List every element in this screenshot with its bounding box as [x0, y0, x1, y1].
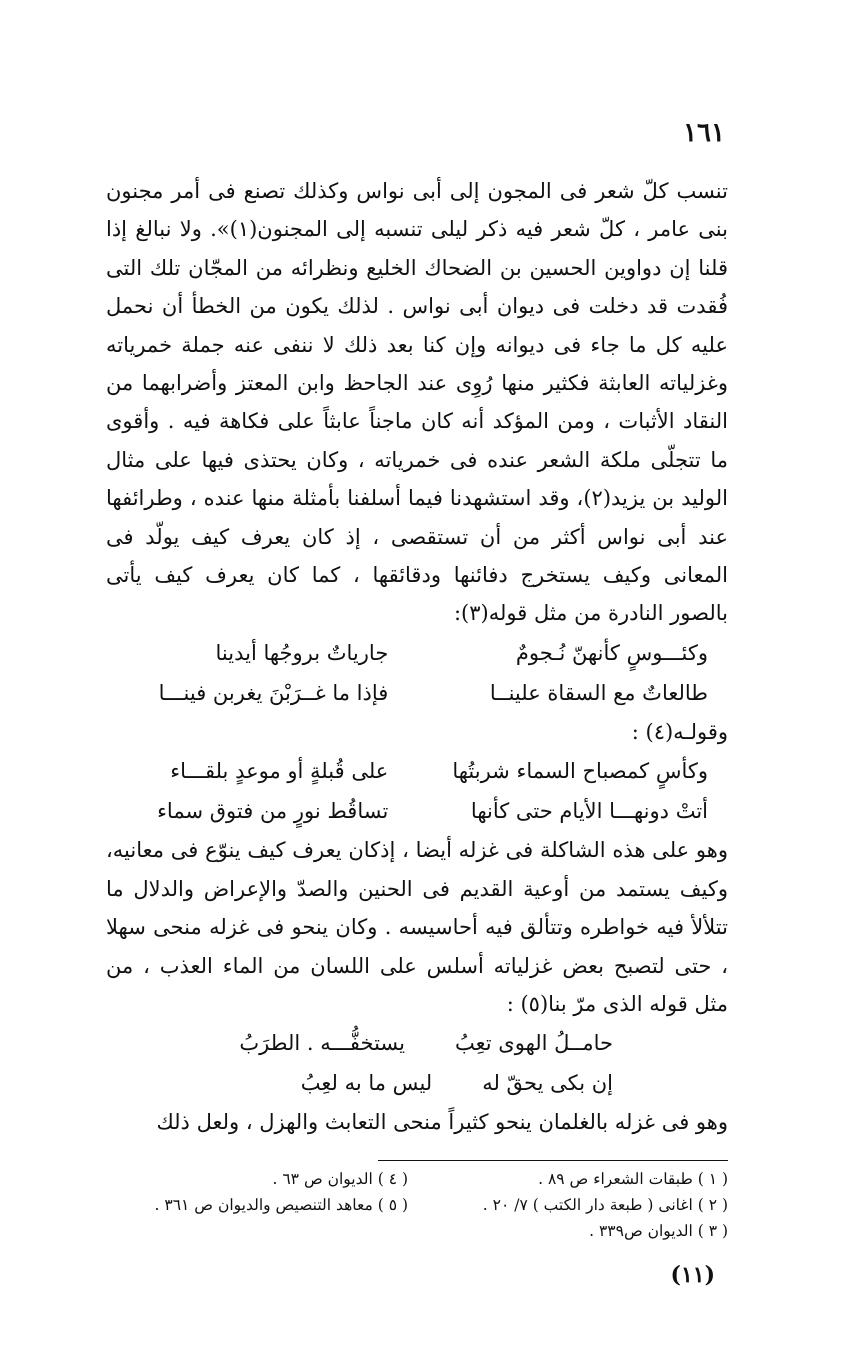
poem-1	[106, 633, 728, 713]
hemistich-second: يستخفُّـــه . الطرَبُ	[239, 1031, 406, 1056]
verse	[106, 633, 728, 673]
paragraph-2: وقولـه(٤) :	[631, 719, 728, 744]
hemistich-first: طالعاتٌ مع السقاة علينــا	[489, 680, 708, 705]
verse	[106, 1063, 728, 1103]
verse	[106, 673, 728, 713]
footnotes-column-right	[408, 1166, 728, 1244]
hemistich-first: حامــلُ الهوى تعِبُ	[455, 1031, 613, 1056]
signature-mark: (١١)	[670, 1262, 715, 1288]
footnote: ( ٣ ) الديوان ص٣٣٩ .	[589, 1222, 728, 1240]
verse	[106, 1023, 728, 1063]
paragraph-4: وهو فى غزله بالغلمان ينحو كثيراً منحى التعابث والهزل ، ولعل ذلك	[156, 1110, 728, 1135]
hemistich-first: أتتْ دونهـــا الأيام حتى كأنها	[470, 799, 708, 824]
paragraph-3: وهو على هذه الشاكلة فى غزله أيضا ، إذكان يعرف كيف ينوّع فى معانيه، وكيف يستمد من أوعية القديم فى الحنين والصدّ والإعراض والدلال ما تتلألأ فيه خواطره وتتألق فيه أحاسيسه . وكان ينحو فى غزله منحى سهلا ، حتى لتصبح بعض غزلياته أسلس على اللسان من الماء العذب ، من مثل قوله الذى مرّ بنا(٥) :	[106, 838, 728, 1016]
paragraph-1: تنسب كلّ شعر فى المجون إلى أبى نواس وكذلك تصنع فى أمر مجنون بنى عامر ، كلّ شعر فيه ذكر ليلى تنسبه إلى المجنون(١)». ولا نبالغ إذا قلنا إن دواوين الحسين بن الضحاك الخليع ونظرائه من المجّان تلك التى فُقدت قد دخلت فى ديوان أبى نواس . لذلك يكون من الخطأ أن نحمل عليه كل ما جاء فى ديوانه وإن كنا بعد ذلك لا ننفى عنه جملة خمرياته وغزلياته العابثة فكثير منها رُوِى عند الجاحظ وابن المعتز وأضرابهما من النقاد الأثبات ، ومن المؤكد أنه كان ماجناً عابثاً على فكاهة فيه . وأقوى ما تتجلّى ملكة الشعر عنده فى خمرياته ، وكان يحتذى فيها على مثال الوليد بن يزيد(٢)، وقد استشهدنا فيما أسلفنا بأمثلة منها عنده ، وطرائفها عند أبى نواس أكثر من أن تستقصى ، إذ كان يعرف كيف يولّد فى المعانى وكيف يستخرج دفائنها ودقائقها ، كما كان يعرف كيف يأتى بالصور النادرة من مثل قوله(٣):	[106, 179, 728, 626]
footnote: ( ١ ) طبقات الشعراء ص ٨٩ .	[538, 1170, 728, 1188]
hemistich-first: وكئـــوسٍ كأنهنّ نُـجومٌ	[515, 640, 708, 665]
footnote-divider	[378, 1160, 728, 1161]
footnote: ( ٢ ) اغانى ( طبعة دار الكتب ) ٧/ ٢٠ .	[482, 1196, 728, 1214]
hemistich-second: فإذا ما غــرَبْنَ يغربن فينـــا	[158, 680, 389, 705]
verse	[106, 751, 728, 791]
poem-2	[106, 751, 728, 831]
page-number: ١٦١	[683, 118, 725, 148]
hemistich-second: على قُبلةٍ أو موعدٍ بلقـــاء	[170, 759, 389, 784]
hemistich-first: إن بكى يحقّ له	[482, 1071, 613, 1096]
hemistich-second: جارياتٌ بروجُها أيدينا	[215, 640, 389, 665]
verse	[106, 791, 728, 831]
footnote: ( ٥ ) معاهد التنصيص والديوان ص ٣٦١ .	[154, 1196, 408, 1214]
footnotes-column-left	[88, 1166, 408, 1218]
footnote: ( ٤ ) الديوان ص ٦٣ .	[272, 1170, 408, 1188]
main-text	[106, 172, 728, 1142]
hemistich-second: ليس ما به لعِبُ	[300, 1071, 433, 1096]
poem-3	[106, 1023, 728, 1103]
hemistich-second: تساقُط نورٍ من فتوق سماء	[157, 799, 389, 824]
hemistich-first: وكأسٍ كمصباح السماء شربتُها	[452, 759, 708, 784]
